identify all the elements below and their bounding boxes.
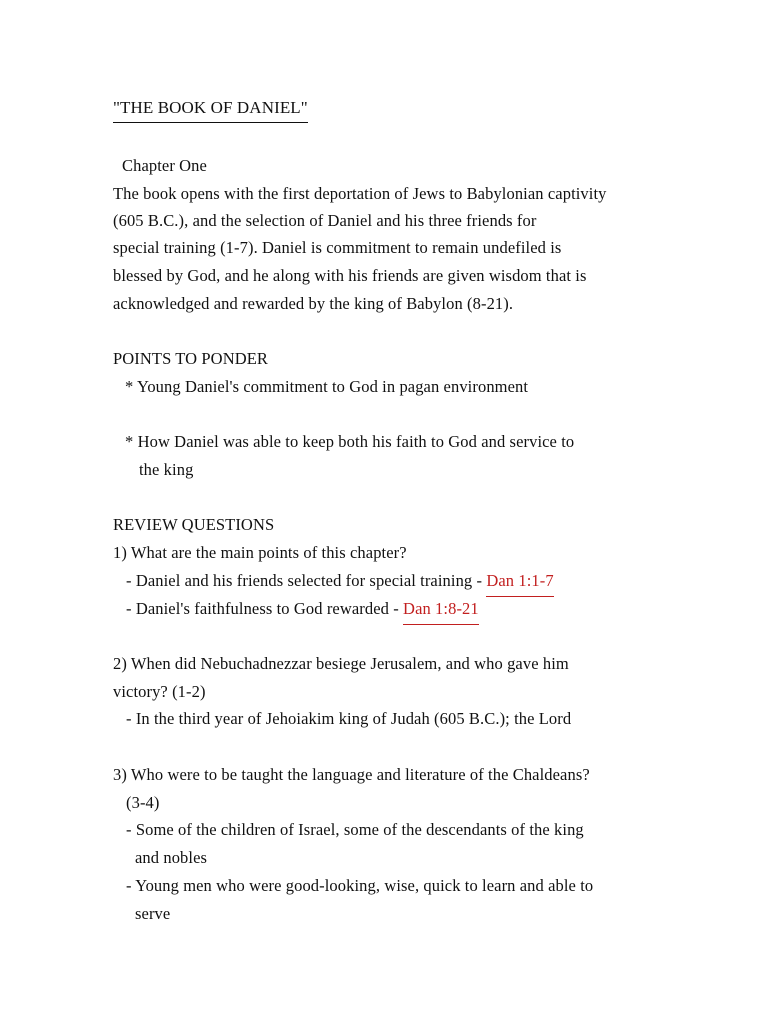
question-3-continuation: (3-4) [126, 793, 160, 812]
scripture-reference-link[interactable]: Dan 1:8-21 [403, 599, 479, 625]
answer-3a: - Some of the children of Israel, some of the descendants of the king [126, 820, 584, 839]
page-title: "THE BOOK OF DANIEL" [113, 98, 308, 123]
chapter-heading: Chapter One [122, 156, 207, 175]
question-1: 1) What are the main points of this chapter? [113, 543, 407, 562]
intro-line: acknowledged and rewarded by the king of Babylon (8-21). [113, 294, 514, 313]
answer-text: - Daniel's faithfulness to God rewarded - [126, 599, 404, 618]
answer-2: - In the third year of Jehoiakim king of Judah (605 B.C.); the Lord [126, 709, 572, 728]
points-heading: POINTS TO PONDER [113, 349, 269, 368]
intro-line: special training (1-7). Daniel is commitment to remain undefiled is [113, 238, 562, 257]
intro-line: (605 B.C.), and the selection of Daniel and his three friends for [113, 211, 537, 230]
answer-1a [126, 571, 554, 597]
question-2-continuation: victory? (1-2) [113, 682, 206, 701]
question-2: 2) When did Nebuchadnezzar besiege Jerusalem, and who gave him [113, 654, 569, 673]
point-item: * Young Daniel's commitment to God in pagan environment [125, 377, 529, 396]
answer-3a-continuation: and nobles [135, 848, 208, 867]
answer-3b-continuation: serve [135, 904, 171, 923]
scripture-reference-link[interactable]: Dan 1:1-7 [486, 571, 553, 597]
point-item-continuation: the king [139, 460, 194, 479]
intro-line: The book opens with the first deportation of Jews to Babylonian captivity [113, 184, 607, 203]
review-heading: REVIEW QUESTIONS [113, 515, 275, 534]
answer-text: - Daniel and his friends selected for special training - [126, 571, 487, 590]
answer-1b [126, 599, 479, 625]
point-item: * How Daniel was able to keep both his faith to God and service to [125, 432, 575, 451]
answer-3b: - Young men who were good-looking, wise, quick to learn and able to [126, 876, 594, 895]
intro-line: blessed by God, and he along with his friends are given wisdom that is [113, 266, 587, 285]
question-3: 3) Who were to be taught the language and literature of the Chaldeans? [113, 765, 590, 784]
